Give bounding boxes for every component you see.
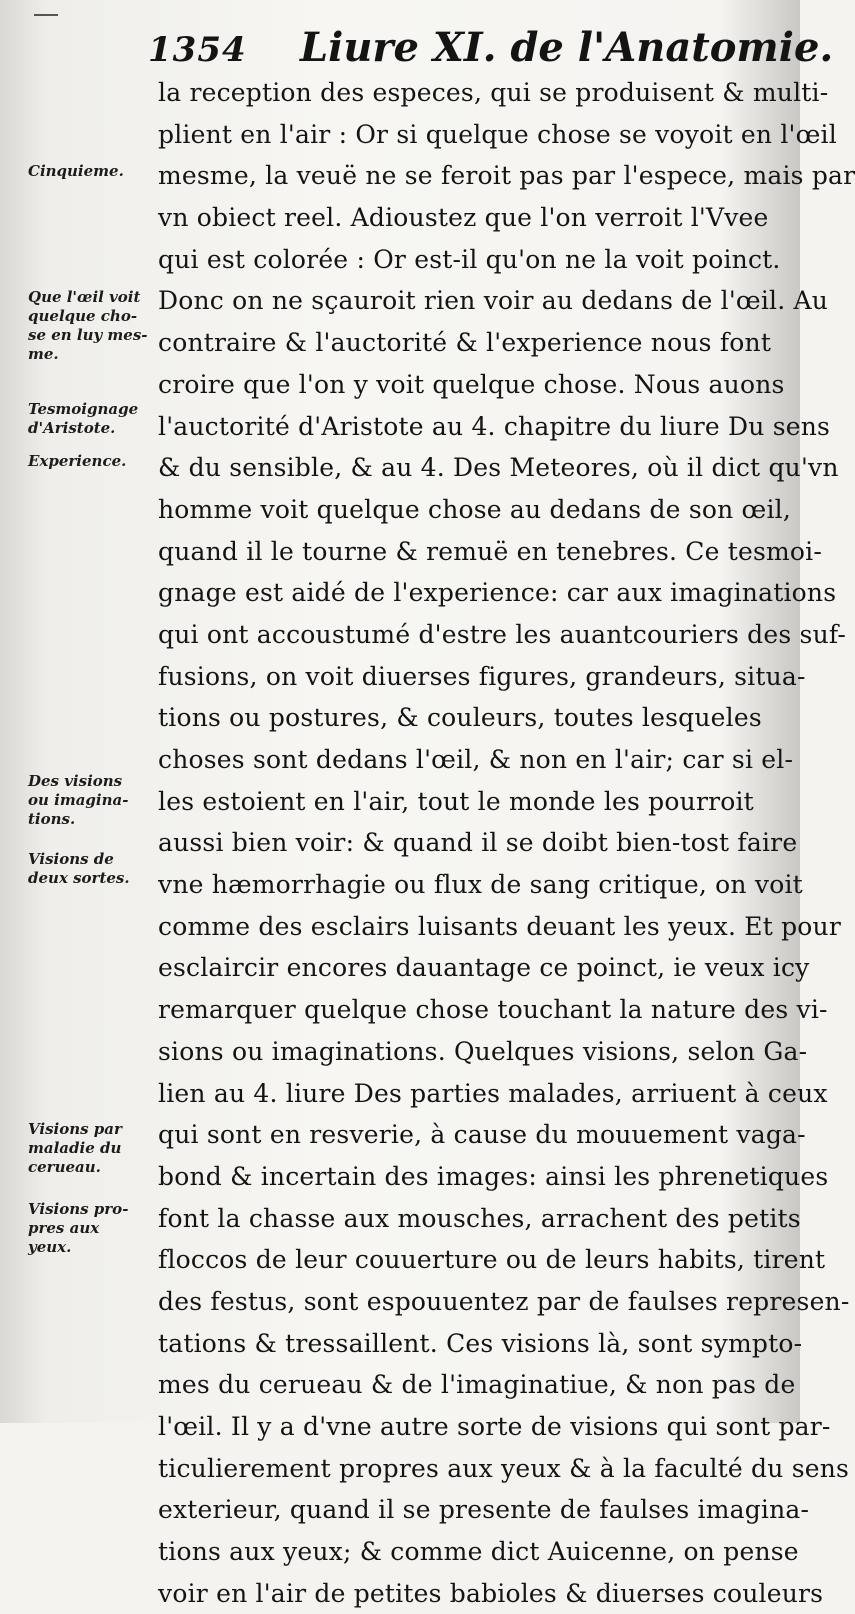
margin-note-line: deux sortes. <box>28 869 130 887</box>
text-line: choses sont dedans l'œil, & non en l'air; car si el- <box>158 745 794 774</box>
margin-note-line: cerueau. <box>28 1158 101 1176</box>
text-line: la reception des especes, qui se produisent & multi- <box>158 78 829 107</box>
margin-note-propres-yeux <box>28 1200 158 1257</box>
text-line: font la chasse aux mousches, arrachent des petits <box>158 1203 801 1233</box>
margin-note-line: tions. <box>28 810 76 828</box>
text-line: croire que l'on y voit quelque chose. Nous auons <box>158 369 785 399</box>
text-line: exterieur, quand il se presente de faulses imagina- <box>158 1495 810 1525</box>
margin-note-cinquieme <box>28 162 158 181</box>
text-line: vne hæmorrhagie ou flux de sang critique, on voit <box>158 870 803 900</box>
crop-mark <box>34 14 58 16</box>
text-line: fusions, on voit diuerses figures, grandeurs, situa- <box>158 661 806 691</box>
text-line: mes du cerueau & de l'imaginatiue, & non pas de <box>158 1370 796 1400</box>
margin-note-line: pres aux <box>28 1219 100 1237</box>
text-line: floccos de leur couuerture ou de leurs habits, tirent <box>158 1245 826 1275</box>
text-line: comme des esclairs luisants deuant les yeux. Et pour <box>158 911 842 941</box>
text-line: ticulierement propres aux yeux & à la faculté du sens <box>158 1453 850 1483</box>
text-line: tations & tressaillent. Ces visions là, sont sympto- <box>158 1328 803 1358</box>
margin-note-line: se en luy mes- <box>28 326 148 344</box>
text-line: l'auctorité d'Aristote au 4. chapitre du liure Du sens <box>158 411 831 441</box>
margin-note-line: Cinquieme. <box>28 162 124 180</box>
text-line: des festus, sont espouuentez par de faulses represen- <box>158 1286 850 1316</box>
page-number: 1354 <box>148 30 247 70</box>
text-line: qui sont en resverie, à cause du mouuement vaga- <box>158 1120 806 1150</box>
page-header <box>140 18 834 78</box>
margin-note-oeil-voit <box>28 288 158 364</box>
margin-note-line: d'Aristote. <box>28 419 116 437</box>
text-line: homme voit quelque chose au dedans de son œil, <box>158 494 792 524</box>
margin-note-deux-sortes <box>28 850 158 888</box>
text-line: aussi bien voir: & quand il se doibt bien-tost faire <box>158 828 798 858</box>
running-head: Liure XI. de l'Anatomie. <box>300 24 834 71</box>
text-line: les estoient en l'air, tout le monde les pourroit <box>158 786 754 816</box>
text-line: lien au 4. liure Des parties malades, arriuent à ceux <box>158 1078 828 1108</box>
margin-note-line: Experience. <box>28 452 127 470</box>
text-line: plient en l'air : Or si quelque chose se voyoit en l'œil <box>158 119 837 149</box>
margin-note-line: quelque cho- <box>28 307 138 325</box>
margin-note-line: yeux. <box>28 1238 72 1256</box>
body-text <box>158 72 855 1614</box>
margin-note-maladie-cerveau <box>28 1120 158 1177</box>
margin-note-des-visions <box>28 772 158 829</box>
text-line: sions ou imaginations. Quelques visions, selon Ga- <box>158 1036 808 1066</box>
margin-note-tesmoignage <box>28 400 158 438</box>
margin-note-line: Tesmoignage <box>28 400 139 418</box>
text-line: voir en l'air de petites babioles & diuerses couleurs <box>158 1578 824 1608</box>
margin-note-line: maladie du <box>28 1139 122 1157</box>
margin-note-line: Visions pro- <box>28 1200 129 1218</box>
margin-note-line: Visions de <box>28 850 114 868</box>
margin-note-line: Que l'œil voit <box>28 288 141 306</box>
text-line: esclaircir encores dauantage ce poinct, ie veux icy <box>158 953 810 983</box>
margin-note-line: Visions par <box>28 1120 122 1138</box>
text-line: contraire & l'auctorité & l'experience nous font <box>158 328 772 358</box>
margin-note-line: Des visions <box>28 772 123 790</box>
text-line: & du sensible, & au 4. Des Meteores, où il dict qu'vn <box>158 453 839 483</box>
text-line: tions aux yeux; & comme dict Auicenne, on pense <box>158 1537 799 1567</box>
text-line: tions ou postures, & couleurs, toutes lesqueles <box>158 703 762 733</box>
text-line: l'œil. Il y a d'vne autre sorte de visions qui sont par- <box>158 1412 831 1441</box>
margin-note-line: ou imagina- <box>28 791 129 809</box>
text-line: gnage est aidé de l'experience: car aux imaginations <box>158 578 837 608</box>
margin-note-line: me. <box>28 345 59 363</box>
text-line: vn obiect reel. Adioustez que l'on verroit l'Vvee <box>158 203 769 233</box>
text-line: Donc on ne sçauroit rien voir au dedans de l'œil. Au <box>158 286 829 316</box>
margin-note-experience <box>28 452 158 471</box>
text-line: mesme, la veuë ne se feroit pas par l'espece, mais par <box>158 161 855 191</box>
text-line: quand il le tourne & remuë en tenebres. Ce tesmoi- <box>158 536 823 566</box>
text-line: remarquer quelque chose touchant la nature des vi- <box>158 995 828 1025</box>
text-line: qui ont accoustumé d'estre les auantcouriers des suf- <box>158 619 847 649</box>
text-line: bond & incertain des images: ainsi les phrenetiques <box>158 1161 829 1191</box>
text-line: qui est colorée : Or est-il qu'on ne la voit poinct. <box>158 244 781 274</box>
